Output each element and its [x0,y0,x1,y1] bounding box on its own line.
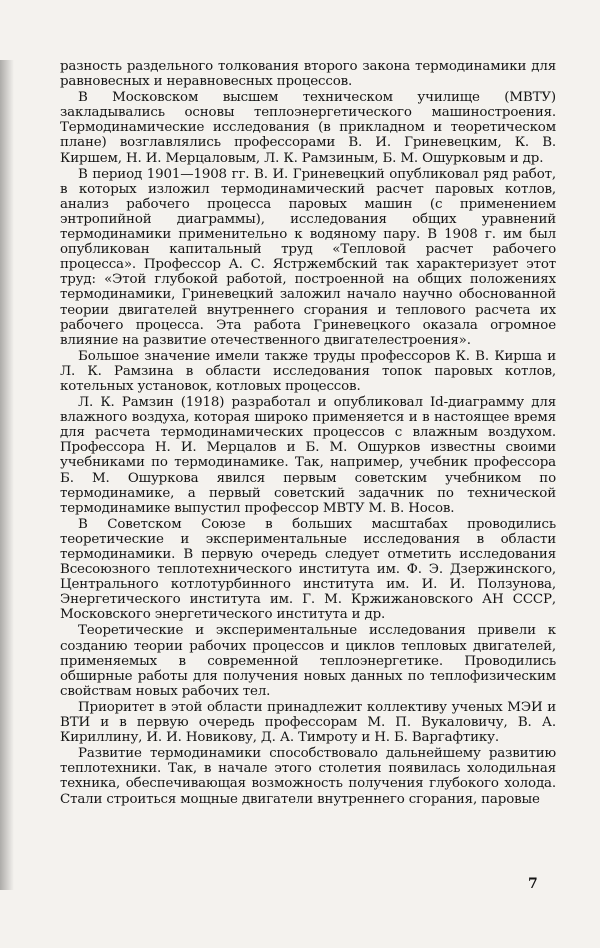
page-edge-shadow [0,60,14,890]
paragraph: Развитие термодинамики способствовало дальнейшему развитию теплотехники. Так, в начале этого столетия появилась холодильная техника, обеспечивающая возможность получения глубокого холода. Стали строиться мощные двигатели внутреннего сгорания, паровые [60,746,556,807]
paragraph: Большое значение имели также труды профессоров К. В. Кирша и Л. К. Рамзина в области исследования топок паровых котлов, котельных установок, котловых процессов. [60,348,556,394]
paragraph: Л. К. Рамзин (1918) разработал и опубликовал Id-диаграмму для влажного воздуха, которая широко применяется и в настоящее время для расчета термодинамических процессов с влажным воздухом. Профессора Н. И. Мерцалов и Б. М. Ошурков известны своими учебниками по термодинамике. Так, например, учебник профессора Б. М. Ошуркова явился первым советским учебником по термодинамике, а первый советский задачник по технической термодинамике выпустил профессор МВТУ М. В. Носов. [60,395,556,516]
paragraph: В Советском Союзе в больших масштабах проводились теоретические и экспериментальные исследования в области термодинамики. В первую очередь следует отметить исследования Всесоюзного теплотехнического института им. Ф. Э. Дзержинского, Центрального котлотурбинного института им. И. И. Ползунова, Энергетического института им. Г. М. Кржижановского АН СССР, Московского энергетического института и др. [60,516,556,623]
paragraph: Приоритет в этой области принадлежит коллективу ученых МЭИ и ВТИ и в первую очередь профессорам М. П. Вукаловичу, В. А. Кириллину, И. И. Новикову, Д. А. Тимроту и Н. Б. Варгафтику. [60,699,556,746]
body-text [60,59,556,808]
paragraph: В период 1901—1908 гг. В. И. Гриневецкий опубликовал ряд работ, в которых изложил термодинамический расчет паровых котлов, анализ рабочего процесса паровых машин (с применением энтропийной диаграммы), исследования общих уравнений термодинамики применительно к водяному пару. В 1908 г. им был опубликован капитальный труд «Тепловой расчет рабочего процесса». Профессор А. С. Ястржембский так характеризует этот труд: «Этой глубокой работой, построенной на общих положениях термодинамики, Гриневецкий заложил начало научно обоснованной теории двигателей внутреннего сгорания и теплового расчета их рабочего процесса. Эта работа Гриневецкого оказала огромное влияние на развитие отечественного двигателестроения». [60,166,556,348]
paragraph: В Московском высшем техническом училище (МВТУ) закладывались основы теплоэнергетического машиностроения. Термодинамические исследования (в прикладном и теоретическом плане) возглавлялись профессорами В. И. Гриневецким, К. В. Киршем, Н. И. Мерцаловым, Л. К. Рамзиным, Б. М. Ошурковым и др. [60,90,556,166]
paragraph: разность раздельного толкования второго закона термодинамики для равновесных и неравновесных процессов. [60,59,556,90]
page-number: 7 [528,876,538,892]
paragraph: Теоретические и экспериментальные исследования привели к созданию теории рабочих процессов и циклов тепловых двигателей, применяемых в современной теплоэнергетике. Проводились обширные работы для получения новых данных по теплофизическим свойствам новых рабочих тел. [60,623,556,699]
